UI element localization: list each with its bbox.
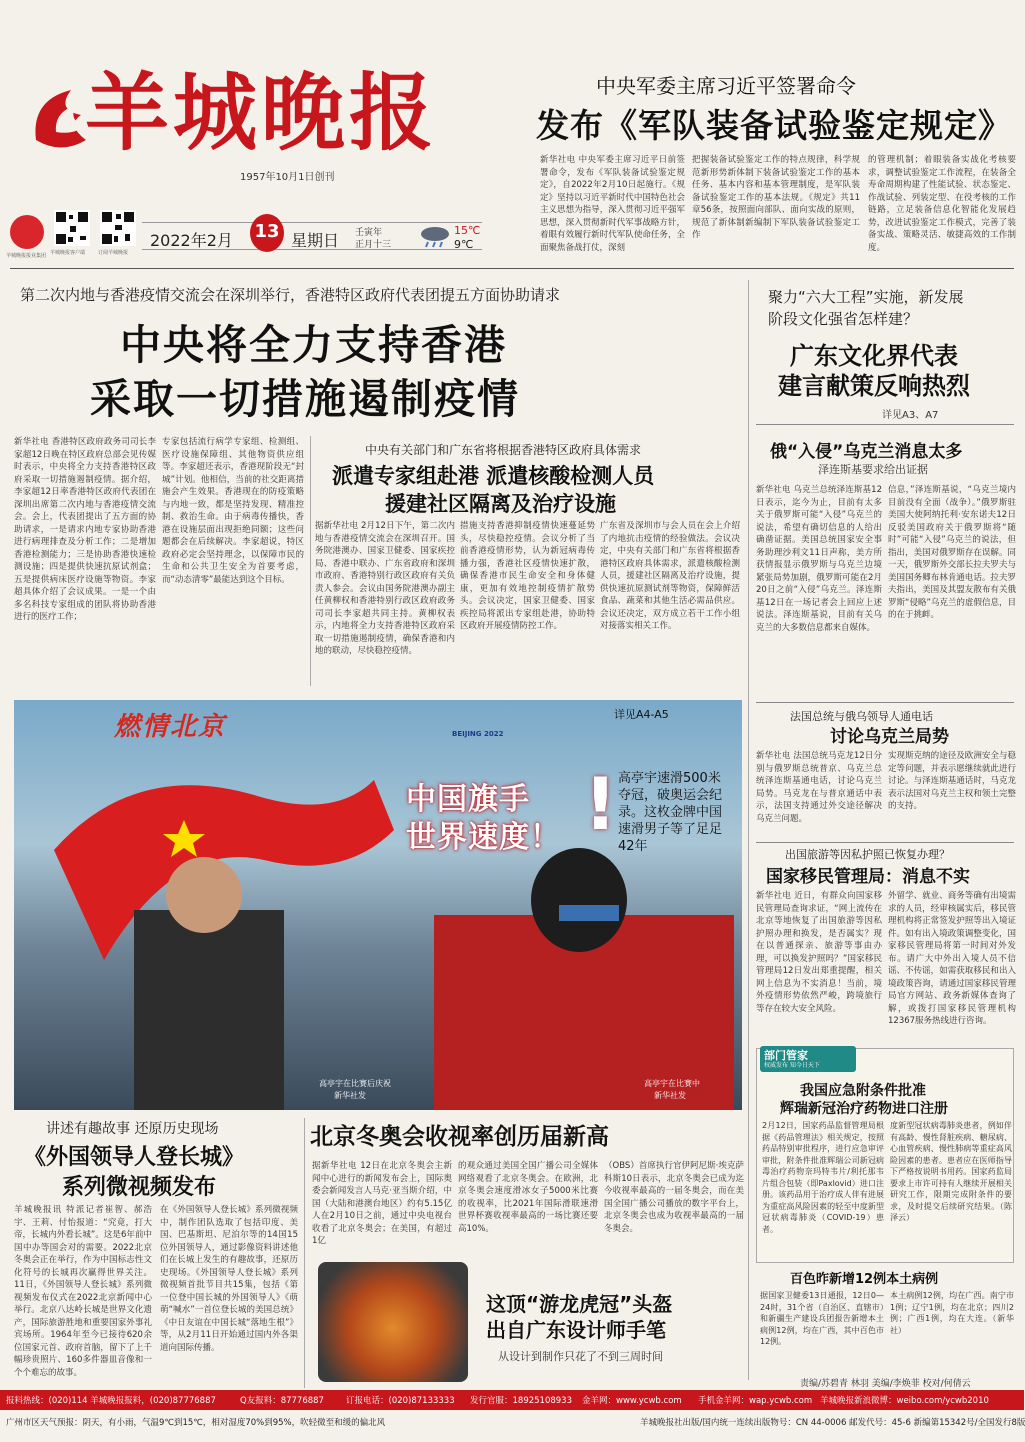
helmet-headline: 这顶“游龙虎冠”头盔: [486, 1292, 673, 1316]
drug-badge-title: 部门管家: [764, 1049, 808, 1062]
photo-text: 高亭宇速滑500米夺冠，破奥运会纪录。这枚金牌中国速滑男子等了足足42年: [618, 771, 723, 854]
group-logo-icon: [10, 215, 44, 249]
top-story-col: 把握装备试验鉴定工作的特点规律，科学规范新形势新体制下装备试验鉴定工作的基本任务、基本内容和基本管理制度，是军队装备试验鉴定工作的基本法规。《规定》共11章56条，按照面向部队、面向实战的原则，规范了新体制新编制下军队装备试验鉴定工作: [692, 155, 860, 240]
exclamation-mark: !: [584, 762, 617, 846]
hk-kicker: 第二次内地与香港疫情交流会在深圳举行，香港特区政府代表团提五方面协助请求: [20, 286, 561, 304]
cases-col: 本土病例12例，均在广西。南宁市1例；辽宁1例，均在北京；四川2例；广西1例，均在大连。（新华社）: [890, 1291, 1014, 1335]
leader-kicker: 讲述有趣故事 还原历史现场: [46, 1121, 219, 1137]
hk-sub-kicker: 中央有关部门和广东省将根据香港特区政府具体需求: [365, 443, 642, 457]
ukraine-sub: 泽连斯基要求给出证据: [818, 463, 928, 476]
top-story-kicker: 中央军委主席习近平签署命令: [596, 74, 856, 98]
drug-col: 2月12日，国家药品监督管理局根据《药品管理法》相关规定，按照药品特别审批程序，进行应急审评审批，附条件批准辉瑞公司新冠病毒治疗药物奈玛特韦片/利托那韦片组合包装（即Paxlovid）进口注册。该药品用于治疗成人伴有进展为重症高风险因素的轻至中度新型冠状病毒肺炎（COVID-19）患者。: [762, 1121, 884, 1234]
divider: [10, 268, 1014, 269]
photo-credit: 新华社发: [334, 1091, 366, 1100]
masthead: [0, 0, 1024, 260]
culture-see: 详见A3、A7: [882, 410, 939, 421]
footer-publisher: 羊城晚报社出版/国内统一连续出版物号：CN 44-0006 邮发代号：45-6 新编第15342号/全国发行8版: [640, 1418, 1025, 1428]
qr-code-icon: [100, 210, 136, 246]
issue-day: 13: [254, 221, 280, 242]
drug-col: 度新型冠状病毒肺炎患者，例如伴有高龄、慢性肾脏疾病、糖尿病、心血管疾病、慢性肺病等重症高风险因素的患者。患者应在医师指导下严格按说明书用药。国家药监局要求上市许可持有人继续开展相关研究工作，限期完成附条件的要求，及时提交后续研究结果。（陈泽云）: [890, 1121, 1012, 1222]
culture-headline: 广东文化界代表: [790, 342, 958, 370]
group-logo-caption: 羊城晚报报业集团: [6, 253, 47, 259]
weekday: 星期日: [291, 231, 340, 250]
drug-badge-sub: 权威发布 知今日天下: [764, 1062, 820, 1069]
masthead-title: 羊城晚报: [85, 63, 438, 162]
france-col: 实现斯克纳的途径及欧洲安全与稳定等问题，并表示愿继续就此进行讨论。与泽连斯基通话时，马克龙表示法国对乌克兰主权和领土完整的支持。: [888, 751, 1016, 811]
hk-left-col: 新华社电 香港特区政府政务司司长李家超12日晚在特区政府总部会见传媒时表示，中央将全力支持香港特区政府采取一切措施遏制疫情。据介绍，李家超12日率香港特区政府代表团在深圳出席第二次内地与香港疫情交流会。会上，代表团提出了五方面的协助请求，一是请求内地专家协助香港进行病理排查及分析工作；二是增加香港检测能力；三是协助香港快速检测设施；四是提供快速抗原试剂盒；五是提供病床医疗设施等物资。李家超具体介绍了会议成果。一是一个由多名科技专家组成的团队将协助香港进行的医疗工作；: [14, 437, 156, 622]
divider: [304, 1118, 305, 1388]
passport-col: 新华社电 近日，有群众向国家移民管理局查询求证，“网上流传在北京等地恢复了出国旅游等因私护照办理和换发，是否属实？现在以普通探亲、旅游等事由办理，可以换发护照吗？”国家移民管理局12日发出郑重提醒，相关网上信息为不实消息！当前，境外疫情形势依然严峻，跨境旅行等存在较大安全风险。: [756, 891, 882, 1014]
leader-col: 在《外国领导人登长城》系列微视频中，制作团队选取了包括印度、美国、巴基斯坦、尼泊尔等的14国15位外国领导人，通过影像资料讲述他们在长城上发生的有趣故事，还原历史现场。《外国领导人登长城》系列微视频首批节目共15集，包括《第一位登中国长城的外国领导人》《萌萌“喊水”一首位登长城的美国总统》《中日友谊在中国长城“落地生根”》等，从2月11日开始通过国内外各渠道向国际传播。: [160, 1205, 298, 1353]
culture-headline: 建言献策反响热烈: [778, 372, 970, 400]
lunar-year: 壬寅年: [355, 228, 383, 238]
footer-item: 手机金羊网：wap.ycwb.com: [698, 1396, 813, 1406]
ratings-col: （OBS）首席执行官伊阿尼斯·埃克萨科斯10日表示，北京冬奥会已成为迄今收视率最高的一届冬奥会，而在美国全国广播公司播放的数字平台上，北京冬奥会也成为收视率最高的一届冬奥会。: [604, 1161, 744, 1234]
ratings-col: 据新华社电 12日在北京冬奥会主新闻中心进行的新闻发布会上，国际奥委会新闻发言人马克·亚当斯介绍，中国（大陆和港澳台地区）约有5.15亿人在2月10日之前，通过中央电视台收看了北京冬奥会；在美国，有超过1亿: [312, 1161, 452, 1246]
hk-headline: 中央将全力支持香港: [120, 321, 507, 369]
founded-date: 1957年10月1日创刊: [240, 172, 335, 183]
divider: [756, 702, 1014, 703]
hk-mid-col: 广东省及深圳市与会人员在会上介绍了内地抗击疫情的经验做法。会议决定，中央有关部门和广东省将根据香港特区政府具体需求，派遣核酸检测人员，援建社区隔离及治疗设施，提供快速抗原测试剂等物资，保障鲜活食品、蔬菜和其他生活必需品供应。会议还决定，双方成立若干工作小组对接落实相关工作。: [600, 521, 740, 631]
hk-left-col: 专家包括流行病学专家组、检测组、医疗设施保障组、其他物资供应组等。李家超还表示，香港现阶段无“封城”计划。他相信，当前的社交距离措施会产生效果。香港现在的防疫策略与内地一致，都是坚持发现、精准控制、救治生命。由于病毒传播快，香港在设施层面出现拒绝同额；这些问题都会在后续解决。李家超说，特区政府必定会坚持理念，以保障市民的生命和公共卫生安全为首要考虑，而“动态清零”最能达到这个目标。: [162, 437, 304, 585]
cases-headline: 百色昨新增12例本土病例: [790, 1272, 939, 1287]
top-story-headline: 发布《军队装备试验鉴定规定》: [536, 106, 1012, 145]
culture-kicker: 阶段文化强省怎样建？: [768, 310, 919, 328]
footer-weather: 广州市区天气预报：阴天，有小雨，气温9℃到15℃，相对湿度70%到95%，吹轻微至和缓的偏北风: [6, 1418, 386, 1428]
leader-col: 羊城晚报讯 特派记者崔智、郝浩宇、王莉、付怡报道：“究竟，打大帝，长城内外看长城”。这是6年前中国中办等国会对的需要。2022北京冬奥会正在举行，作为中国标志性文化符号的长城再次赢得世界关注。11日，《外国领导人登长城》系列微视频发布仪式在2022北京新闻中心举行。北京八达岭长城是世界文化遗产，国际旅游胜地和重要国家外事礼宾场所。1964年至今已接待620余位国家元首、政府首脑，留下了上千幅珍贵照片、160多件器皿音像和一个个难忘的故事。: [14, 1205, 152, 1378]
olympic-see: 详见A4-A5: [614, 708, 669, 721]
france-kicker: 法国总统与俄乌领导人通电话: [790, 710, 933, 723]
photo-credit: 新华社发: [654, 1091, 686, 1100]
issue-date: 2022年2月: [150, 231, 233, 250]
helmet-photo: [318, 1262, 468, 1382]
helmet-headline: 出自广东设计师手笔: [486, 1318, 666, 1342]
ratings-col: 的观众通过美国全国广播公司全媒体网络观看了北京冬奥会。在欧洲，北京冬奥会速度滑冰女子5000米比赛的收视率，比2021年国际滑联速滑世界杯赛收视率最高的一场比赛还要高10%。: [458, 1161, 598, 1234]
hk-sub-headline: 援建社区隔离及治疗设施: [385, 492, 616, 516]
footer-item: 订报电话：(020)87133333: [346, 1396, 455, 1406]
beijing-2022-logo: BEIJING 2022: [452, 730, 504, 738]
hk-headline: 采取一切措施遏制疫情: [90, 375, 520, 423]
france-col: 新华社电 法国总统马克龙12日分别与俄罗斯总统普京、乌克兰总统泽连斯基通电话，讨论乌克兰局势。马克龙在与普京通话中表示，法国支持通过外交途径解决乌克兰问题。: [756, 751, 882, 824]
ukraine-col: 信息，”泽连斯基说，“乌克兰境内目前没有全面（战争）。”俄罗斯驻美国大使阿纳托利·安东诺夫12日反驳美国政府关于俄罗斯将“随时”可能“入侵”乌克兰的说法，但指出，美国对俄罗斯存在误解。同一天，俄罗斯外交部长拉夫罗夫与美国国务卿布林肯通电话。拉夫罗夫指出，美国及其盟友散布有关俄罗斯“侵略”乌克兰的虚假信息，目的在于挑衅。: [888, 485, 1016, 620]
qr-caption: 订阅羊城晚报: [98, 250, 129, 256]
divider: [748, 280, 749, 1380]
photo-headline: 中国旗手: [406, 782, 530, 817]
culture-kicker: 聚力“六大工程”实施，新发展: [768, 288, 964, 306]
olympic-banner: 燃情北京: [114, 712, 227, 742]
footer-item: 报料热线：(020)114 羊城晚报报料，(020)87776887: [6, 1396, 216, 1406]
footer-item: Q友报料：87776887: [240, 1396, 324, 1406]
footer-item: 羊城晚报新浪微博：weibo.com/ycwb2010: [820, 1396, 989, 1406]
lunar-day: 正月十三: [355, 240, 392, 250]
footer-item: 发行官服：18925108933: [470, 1396, 572, 1406]
passport-kicker: 出国旅游等因私护照已恢复办理？: [785, 848, 950, 861]
hk-mid-col: 据新华社电 2月12日下午，第二次内地与香港疫情交流会在深圳召开。国务院港澳办、国家卫健委、国家疾控局、香港中联办、广东省政府和深圳市政府、香港特别行政区政府有关负责人参会。会议由国务院港澳办副主任黄柳权和香港特别行政区政府政务司司长李家超共同主持。黄柳权表示，内地将全力支持香港特区政府采取一切措施遏制疫情，确保香港和内地的联动，尽快稳控疫情。: [315, 521, 455, 656]
page-credits: 责编/苏碧青 林羽 美编/李焕菲 校对/何倩云: [800, 1379, 971, 1389]
qr-code-icon: [54, 210, 90, 246]
leader-headline: 《外国领导人登长城》: [24, 1145, 245, 1170]
footer-item: 金羊网：www.ycwb.com: [582, 1396, 682, 1406]
top-story-col: 的管理机制；着眼装备实战化考核要求，调整试验鉴定工作流程，在装备全寿命周期构建了性能试验、状态鉴定、作战试验、列装定型、在役考核的工作链路，立足装备信息化智能化发展趋势，改进试验鉴定工作模式，完善了装备实战、策略灵活、敏捷高效的工作制度。: [868, 155, 1016, 253]
photo-credit: 高亭宇在比赛中: [644, 1079, 700, 1088]
rain-cloud-icon: [418, 224, 452, 248]
divider: [756, 842, 1014, 843]
flag-illustration: [14, 700, 742, 1110]
drug-headline: 我国应急附条件批准: [800, 1083, 926, 1099]
drug-headline: 辉瑞新冠治疗药物进口注册: [780, 1101, 948, 1117]
france-headline: 讨论乌克兰局势: [830, 727, 949, 747]
helmet-sub: 从设计到制作只花了不到三周时间: [498, 1350, 663, 1363]
ukraine-col: 新华社电 乌克兰总统泽连斯基12日表示，迄今为止，目前有太多关于俄罗斯可能“入侵”乌克兰的说法，希望有确切信息的人给出确凿证据。美国总统国家安全事务助理沙利文11日声称，美方所获情报显示俄罗斯与乌克兰边境紧张局势加剧，俄罗斯可能在2月20日之前“入侵”乌克兰。泽连斯基12日在一场记者会上回应上述说法。泽连斯基说，目前有关乌克兰的大多数信息都来自媒体。: [756, 485, 882, 633]
hk-mid-col: 措施支持香港抑制疫情快速蔓延势头，尽快稳控疫情。会议分析了当前香港疫情形势，认为新冠病毒传播力强，香港社区疫情快速扩散，确保香港市民生命安全和身体健康，更加有效地控制疫情扩散势头。会议决定，国家卫健委、国家疾控局将派出专家组赴港，协助特区政府开展疫情防控工作。: [460, 521, 595, 631]
passport-col: 外留学、就业、商务等确有出境需求的人员，经审核属实后，移民管理机构将正常签发护照等出入境证件。如有出入境政策调整变化，国家移民管理局将第一时间对外发布。请广大中外出入境人员不信谣、不传谣，如需获取移民和出入境政策咨询，请通过国家移民管理局官方网站、政务新媒体查询了解，或拨打国家移民管理机构12367服务热线进行咨询。: [888, 891, 1016, 1026]
ratings-headline: 北京冬奥会收视率创历届新高: [310, 1124, 609, 1150]
photo-credit: 高亭宇在比赛后庆祝: [319, 1079, 391, 1088]
leader-headline: 系列微视频发布: [62, 1175, 217, 1200]
qr-caption: 羊城晚报客户端: [50, 250, 86, 256]
top-story-col: 新华社电 中央军委主席习近平日前签署命令，发布《军队装备试验鉴定规定》，自2022年2月10日起施行。《规定》坚持以习近平新时代中国特色社会主义思想为指导，深入贯彻习近平强军思想，深入贯彻新时代军事战略方针，着眼有效履行新时代军队使命任务，全面聚焦备战打仗，深刻: [540, 155, 685, 253]
ukraine-headline: 俄“入侵”乌克兰消息太多: [770, 442, 963, 462]
divider: [310, 436, 311, 686]
hk-sub-headline: 派遣专家组赴港 派遣核酸检测人员: [332, 464, 655, 488]
olympic-photo: [14, 700, 742, 1110]
cases-col: 据国家卫健委13日通报，12日0—24时，31个省（自治区、直辖市）和新疆生产建设兵团报告新增本土病例12例，均在广西，其中百色市12例。: [760, 1291, 884, 1346]
passport-headline: 国家移民管理局：消息不实: [766, 867, 970, 887]
photo-headline: 世界速度！: [406, 820, 561, 855]
temp-low: 9℃: [454, 238, 474, 251]
divider: [756, 424, 1014, 425]
temp-high: 15℃: [454, 224, 481, 237]
